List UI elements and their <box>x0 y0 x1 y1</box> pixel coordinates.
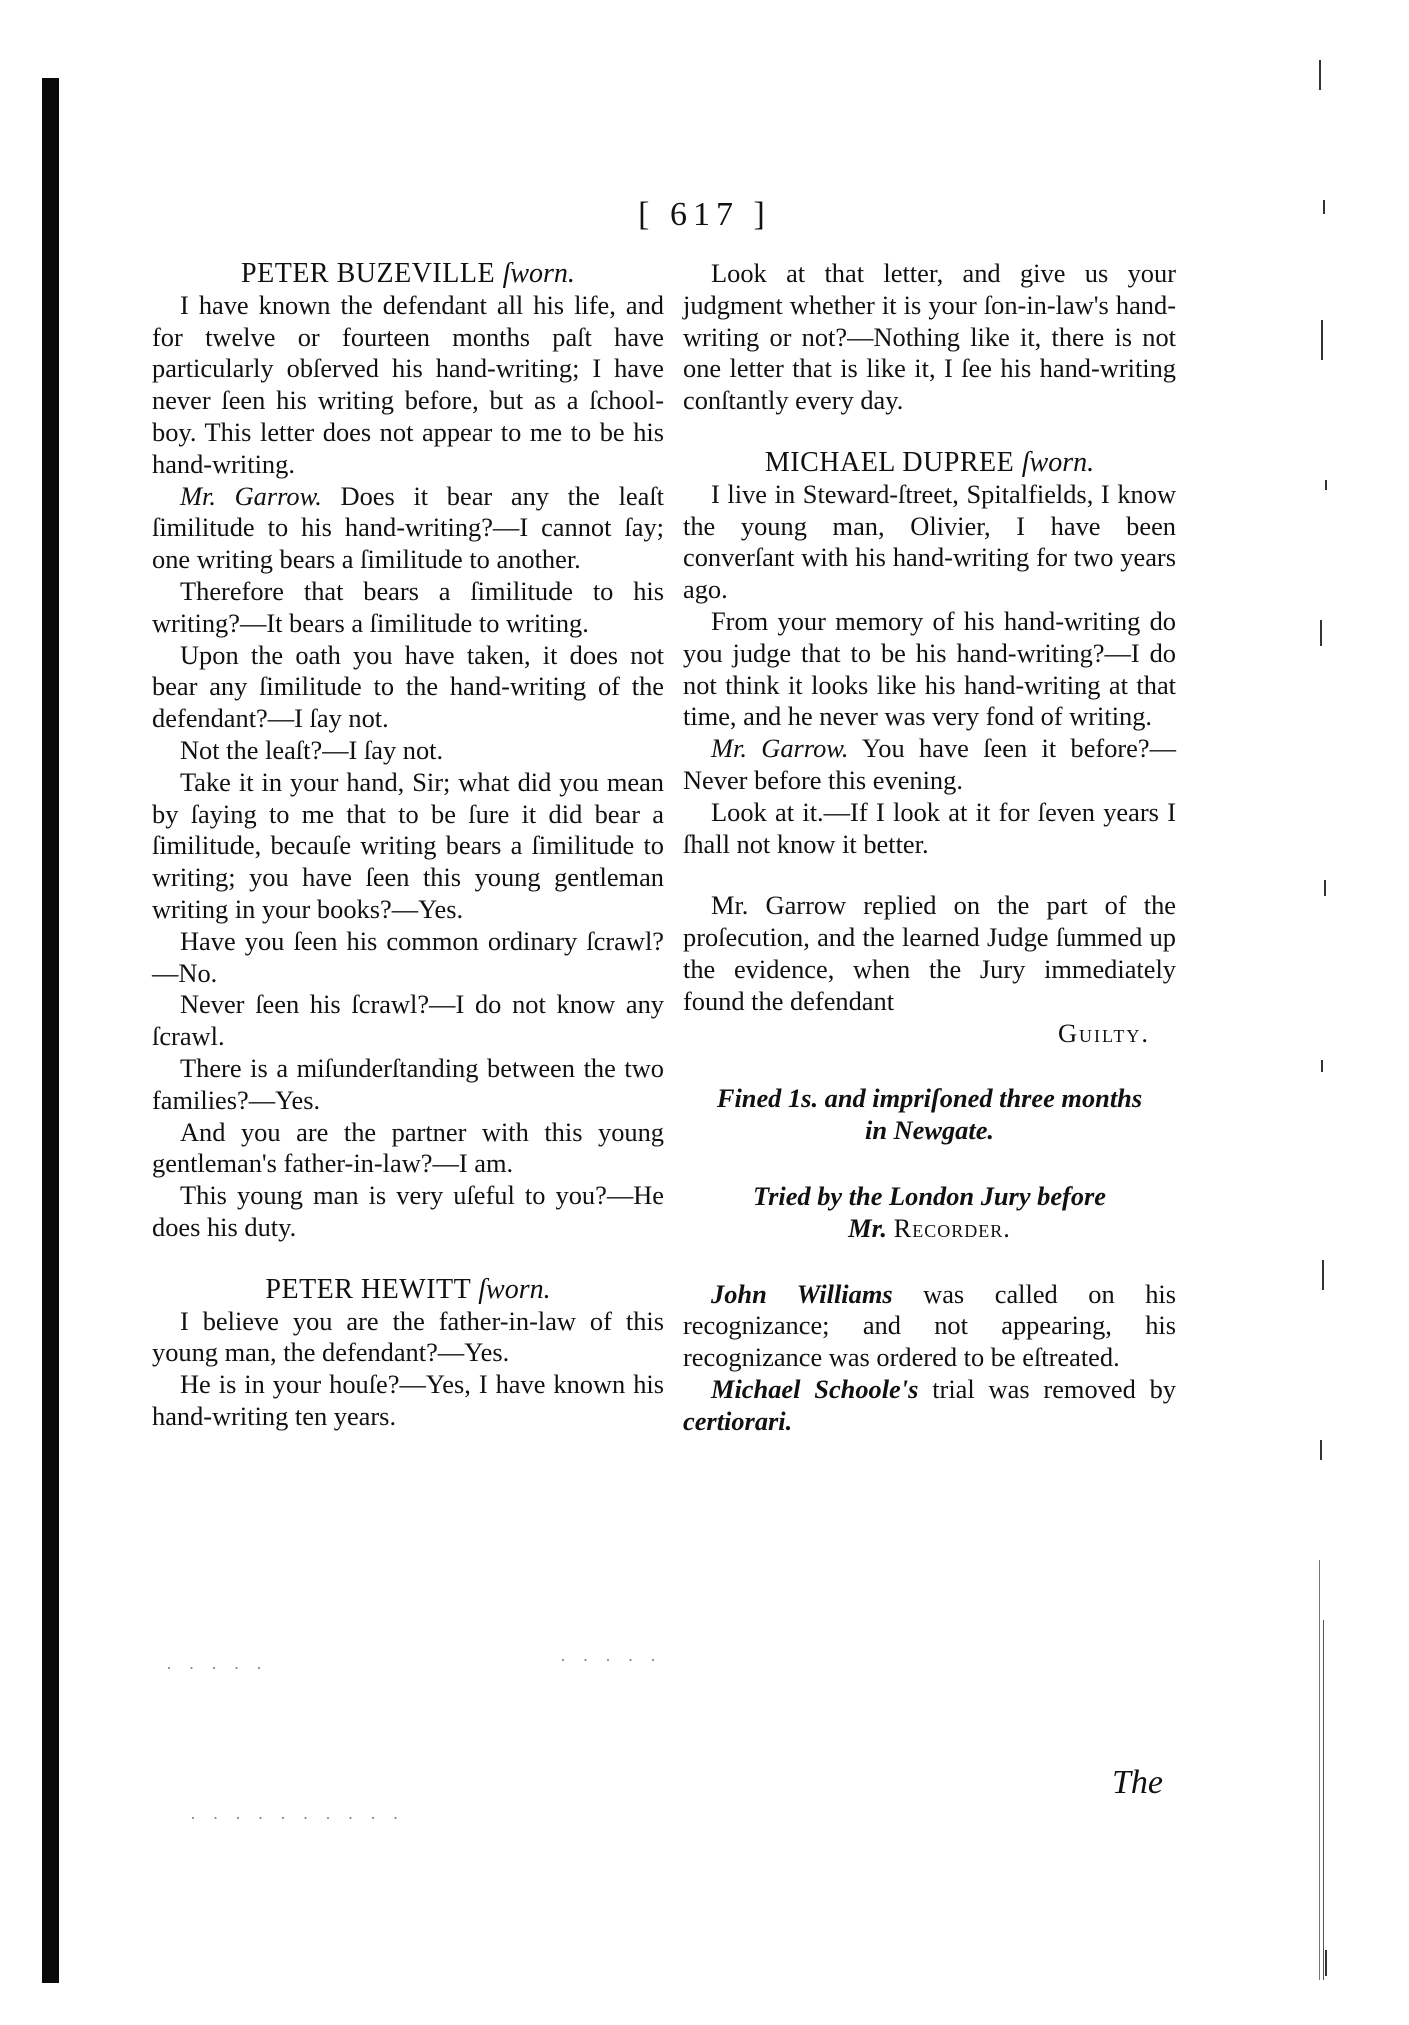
sworn-label: ſworn. <box>502 258 575 289</box>
testimony-paragraph: Look at it.—If I look at it for ſeven years I ſhall not know it better. <box>683 796 1176 859</box>
binding-shadow <box>42 78 59 1983</box>
witness-name: PETER BUZEVILLE <box>241 258 496 289</box>
tried-before-line: Tried by the London Jury before <box>752 1180 1107 1211</box>
testimony-paragraph <box>152 481 664 576</box>
sworn-label: ſworn. <box>1021 446 1095 478</box>
witness-heading-buzeville <box>152 258 664 290</box>
sworn-label: ſworn. <box>478 1273 551 1305</box>
testimony-text: was called on his recognizance; and not appearing, his recognizance was ordered to be eſtreated. <box>683 1278 1176 1373</box>
testimony-paragraph: Have you ſeen his common ordinary ſcrawl?—No. <box>152 925 664 988</box>
testimony-paragraph: And you are the partner with this young gentleman's father-in-law?—I am. <box>152 1116 664 1179</box>
removal-paragraph <box>683 1374 1176 1438</box>
testimony-paragraph: Therefore that bears a ſimilitude to his writing?—It bears a ſimilitude to writing. <box>152 575 664 638</box>
testimony-paragraph: I believe you are the father-in-law of this young man, the defendant?—Yes. <box>152 1305 664 1368</box>
testimony-paragraph: I have known the defendant all his life, and for twelve or fourteen months paſt have particularly obſerved his hand-writing; I have never ſeen his writing before, but as a ſchool-boy. This letter does not appear to me to be his hand-writing. <box>152 289 664 479</box>
show-through-smudge: · · · · · <box>560 1650 662 1670</box>
speaker-label: Mr. Garrow. <box>711 733 849 764</box>
verdict: Guilty. <box>1058 1017 1150 1048</box>
testimony-paragraph: Look at that letter, and give us your judgment whether it is your ſon-in-law's hand-writing or not?—Nothing like it, there is not one letter that is like it, I ſee his hand-writing conſtantly every day. <box>683 258 1176 416</box>
witness-heading-dupree <box>683 447 1176 479</box>
testimony-paragraph <box>683 733 1176 797</box>
testimony-paragraph: He is in your houſe?—Yes, I have known his hand-writing ten years. <box>152 1369 664 1431</box>
person-name: Michael Schoole's <box>711 1373 919 1404</box>
page-number: [ 617 ] <box>638 196 771 233</box>
sentence-line: Fined 1s. and impriſoned three months <box>716 1083 1143 1114</box>
title-abbrev: Mr. <box>848 1212 888 1243</box>
legal-term: certiorari. <box>683 1405 793 1436</box>
testimony-paragraph: Never ſeen his ſcrawl?—I do not know any ſcrawl. <box>152 989 664 1052</box>
catchword: The <box>1112 1764 1163 1801</box>
testimony-text: trial was removed by <box>918 1373 1176 1404</box>
testimony-paragraph: Take it in your hand, Sir; what did you mean by ſaying to me that to be ſure it did bear a ſimilitude, becauſe writing bears a ſimilitude to writing; you have ſeen this young gentleman writing in your books?—Yes. <box>152 766 664 924</box>
sentence-line: in Newgate. <box>864 1115 994 1146</box>
witness-name: PETER HEWITT <box>265 1273 471 1305</box>
summary-paragraph: Mr. Garrow replied on the part of the proſecution, and the learned Judge ſummed up the evidence, when the Jury immediately found the defendant <box>683 890 1176 1016</box>
speaker-label: Mr. Garrow. <box>180 480 322 511</box>
recorder-label: Recorder. <box>893 1212 1011 1243</box>
testimony-text: Does it bear any the leaſt ſimilitude to his hand-writing?—I cannot ſay; one writing bears a ſimilitude to another. <box>152 480 664 575</box>
left-column <box>152 258 664 1433</box>
testimony-paragraph: From your memory of his hand-writing do you judge that to be his hand-writing?—I do not think it looks like his hand-writing at that time, and he never was very fond of writing. <box>683 605 1176 732</box>
witness-name: MICHAEL DUPREE <box>764 446 1015 478</box>
page-edge-speckle <box>1315 60 1345 1980</box>
right-column <box>683 258 1176 1438</box>
testimony-paragraph: I live in Steward-ſtreet, Spitalfields, I know the young man, Olivier, I have been converſant with his hand-writing for two years ago. <box>683 478 1176 605</box>
tried-before-line <box>683 1213 1176 1245</box>
testimony-paragraph: Not the leaſt?—I ſay not. <box>180 734 444 765</box>
testimony-paragraph: This young man is very uſeful to you?—He does his duty. <box>152 1180 664 1242</box>
show-through-smudge: · · · · · <box>166 1658 268 1678</box>
witness-heading-hewitt <box>152 1274 664 1306</box>
show-through-smudge: · · · · · · · · · · <box>190 1808 405 1828</box>
testimony-text: You have ſeen it before?—Never before this evening. <box>683 733 1177 795</box>
testimony-paragraph: Upon the oath you have taken, it does not bear any ſimilitude to the hand-writing of the defendant?—I ſay not. <box>152 639 664 734</box>
recognizance-paragraph <box>683 1279 1176 1374</box>
person-name: John Williams <box>711 1278 893 1309</box>
testimony-paragraph: There is a miſunderſtanding between the two families?—Yes. <box>152 1052 664 1115</box>
